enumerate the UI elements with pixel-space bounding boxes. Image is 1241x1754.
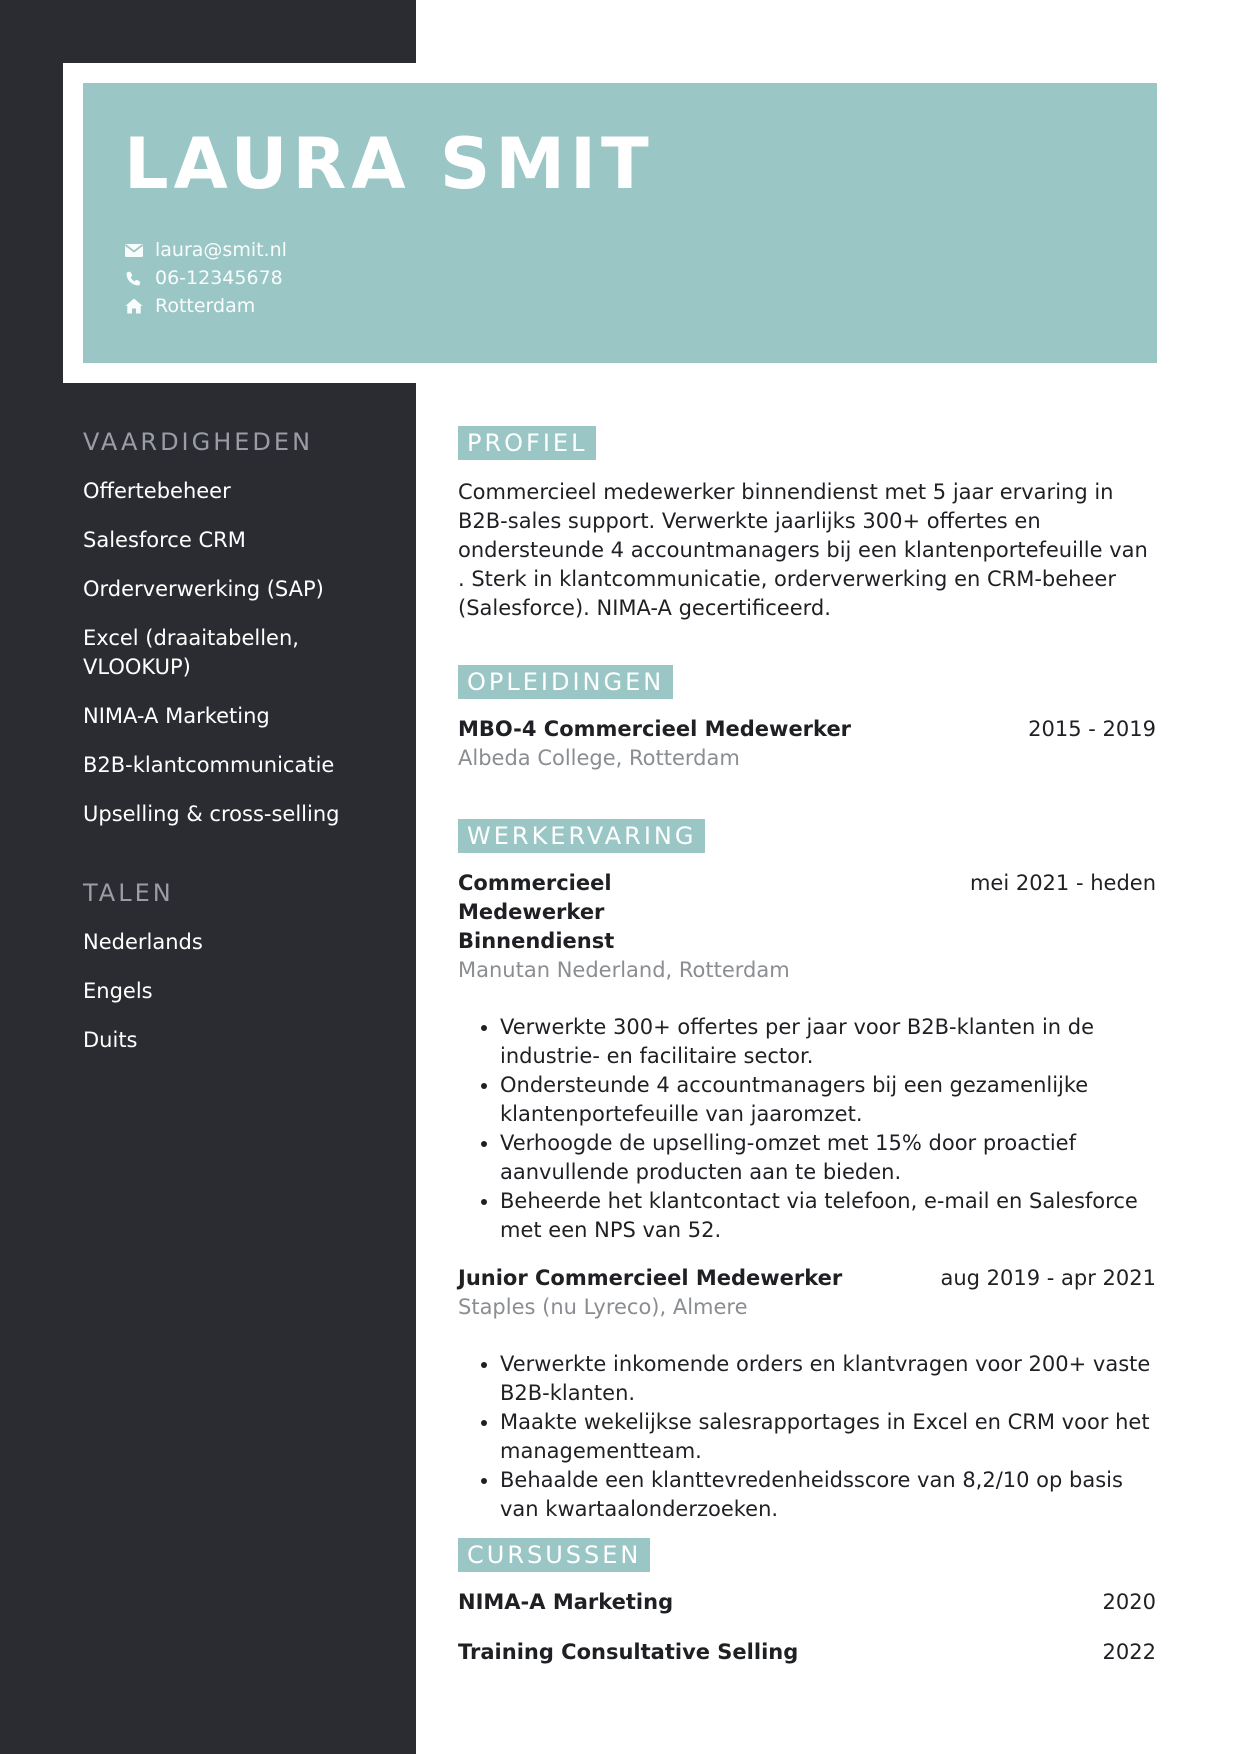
bullet-item: • Beheerde het klantcontact via telefoon, e-mail en Salesforce met een NPS van 52. <box>500 1187 1156 1245</box>
experience-company: Manutan Nederland, Rotterdam <box>458 958 790 982</box>
mail-icon <box>124 240 144 260</box>
experience-bullets <box>458 1350 1156 1524</box>
education-title: MBO-4 Commercieel Medewerker <box>458 717 852 741</box>
experience-date: mei 2021 - heden <box>969 871 1156 895</box>
contact-list <box>124 236 287 320</box>
experience-entry <box>458 1264 1156 1524</box>
languages-heading: TALEN <box>83 879 174 907</box>
course-entry <box>458 1638 1156 1667</box>
skills-heading: VAARDIGHEDEN <box>83 428 314 456</box>
skills-section <box>83 427 393 829</box>
profile-heading: PROFIEL <box>458 426 596 460</box>
course-title: Training Consultative Selling <box>458 1640 799 1664</box>
skill-item: NIMA-A Marketing <box>83 704 270 728</box>
profile-text: Commercieel medewerker binnendienst met 5 jaar ervaring in B2B-sales support. Verwerkte jaarlijks 300+ offertes en ondersteunde 4 accountmanagers bij een klantenportefeuille van . Sterk in klantcommunicatie, orderverwerking en CRM-beheer (Salesforce). NIMA-A gecertificeerd. <box>458 480 1148 620</box>
home-icon <box>124 296 144 316</box>
bullet-item: • Ondersteunde 4 accountmanagers bij een gezamenlijke klantenportefeuille van jaaromzet. <box>500 1071 1156 1129</box>
course-date: 2020 <box>1102 1590 1156 1614</box>
education-school: Albeda College, Rotterdam <box>458 746 740 770</box>
education-date: 2015 - 2019 <box>1028 717 1156 741</box>
experience-title: Commercieel Medewerker Binnendienst <box>458 871 615 953</box>
course-entry <box>458 1588 1156 1617</box>
bullet-item: • Verwerkte inkomende orders en klantvragen voor 200+ vaste B2B-klanten. <box>500 1350 1156 1408</box>
bullet-item: • Maakte wekelijkse salesrapportages in Excel en CRM voor het managementteam. <box>500 1408 1156 1466</box>
courses-section <box>458 1538 1156 1667</box>
experience-entry-header <box>458 869 1156 956</box>
contact-location <box>124 292 287 320</box>
skills-list <box>83 477 393 829</box>
language-item: Nederlands <box>83 930 203 954</box>
skill-item: B2B-klantcommunicatie <box>83 753 335 777</box>
experience-entry <box>458 869 1156 1245</box>
skill-item: Salesforce CRM <box>83 528 246 552</box>
languages-list <box>83 928 393 1055</box>
contact-email-text[interactable]: laura@smit.nl <box>155 239 287 261</box>
contact-phone <box>124 264 287 292</box>
bullet-item: • Behaalde een klanttevredenheidsscore van 8,2/10 op basis van kwartaalonderzoeken. <box>500 1466 1156 1524</box>
contact-email <box>124 236 287 264</box>
experience-date: aug 2019 - apr 2021 <box>940 1266 1156 1290</box>
education-section <box>458 665 1156 773</box>
education-entry <box>458 715 1156 773</box>
language-item: Engels <box>83 979 153 1003</box>
course-title: NIMA-A Marketing <box>458 1590 674 1614</box>
bullet-item: • Verwerkte 300+ offertes per jaar voor B2B-klanten in de industrie- en facilitaire sector. <box>500 1013 1156 1071</box>
experience-entry-header <box>458 1264 1156 1293</box>
profile-section <box>458 426 1156 623</box>
experience-heading: WERKERVARING <box>458 819 705 853</box>
education-heading: OPLEIDINGEN <box>458 665 673 699</box>
experience-bullets <box>458 1013 1156 1245</box>
contact-phone-text[interactable]: 06-12345678 <box>155 267 283 289</box>
experience-company: Staples (nu Lyreco), Almere <box>458 1295 748 1319</box>
skill-item: Excel (draaitabellen, VLOOKUP) <box>83 626 299 679</box>
candidate-name: LAURA SMIT <box>124 123 654 205</box>
header-banner <box>83 83 1157 363</box>
languages-section <box>83 878 393 1055</box>
language-item: Duits <box>83 1028 138 1052</box>
skill-item: Offertebeheer <box>83 479 231 503</box>
bullet-item: • Verhoogde de upselling-omzet met 15% door proactief aanvullende producten aan te bieden. <box>500 1129 1156 1187</box>
experience-title: Junior Commercieel Medewerker <box>458 1266 843 1290</box>
courses-heading: CURSUSSEN <box>458 1538 650 1572</box>
contact-location-text: Rotterdam <box>155 295 256 317</box>
skill-item: Orderverwerking (SAP) <box>83 577 324 601</box>
education-entry-header <box>458 715 1156 744</box>
course-date: 2022 <box>1102 1640 1156 1664</box>
experience-section <box>458 819 1156 1524</box>
phone-icon <box>124 268 144 288</box>
skill-item: Upselling & cross-selling <box>83 802 340 826</box>
